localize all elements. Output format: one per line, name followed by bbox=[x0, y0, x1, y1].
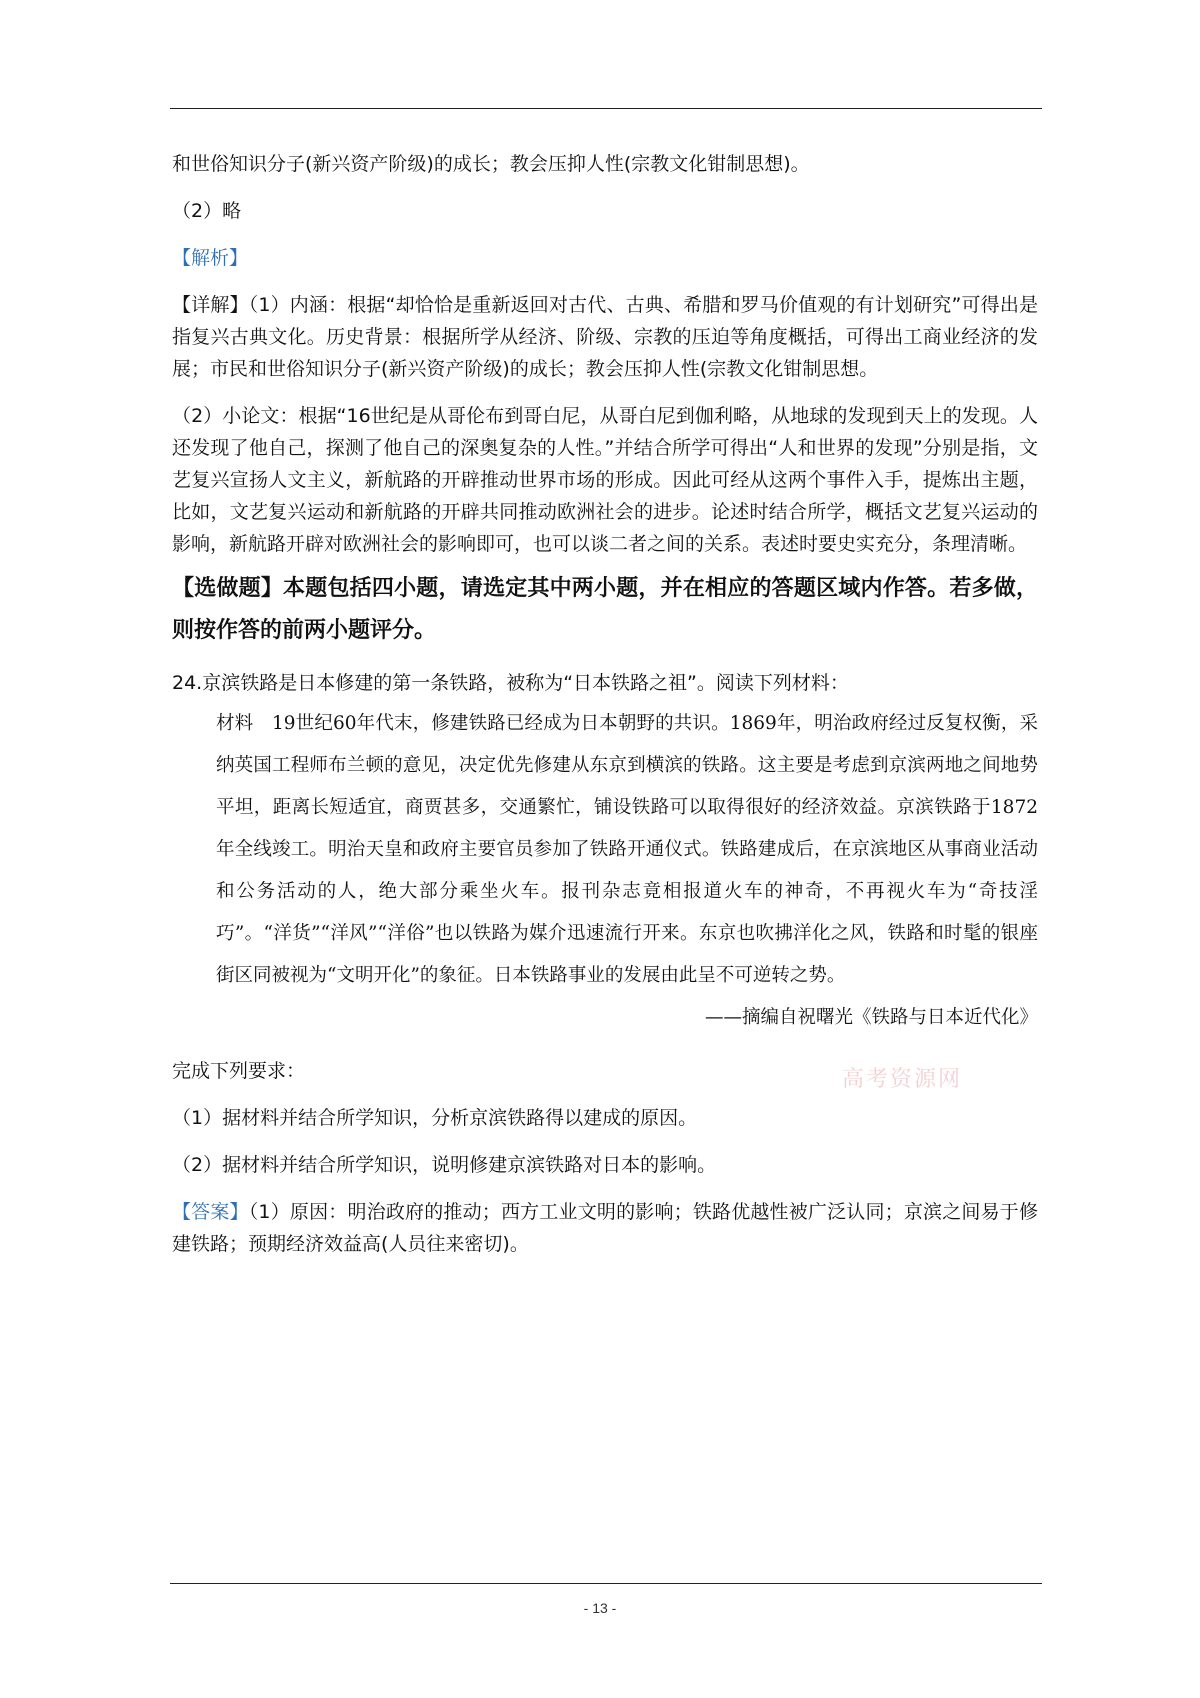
answer-text-1: （1）原因：明治政府的推动；西方工业文明的影响；铁路优越性被广泛认同；京滨之间易于修建铁路；预期经济效益高(人员往来密切)。 bbox=[172, 1201, 1038, 1255]
page-body bbox=[172, 148, 1038, 1260]
page-number: - 13 - bbox=[583, 1600, 617, 1616]
requirement-1: （1）据材料并结合所学知识，分析京滨铁路得以建成的原因。 bbox=[172, 1107, 698, 1129]
material-text: 材料 19世纪60年代末，修建铁路已经成为日本朝野的共识。1869年，明治政府经过反复权衡，采纳英国工程师布兰顿的意见，决定优先修建从东京到横滨的铁路。这主要是考虑到京滨两地之间地势平坦，距离长短适宜，商贾甚多，交通繁忙，铺设铁路可以取得很好的经济效益。京滨铁路于1872年全线竣工。明治天皇和政府主要官员参加了铁路开通仪式。铁路建成后，在京滨地区从事商业活动和公务活动的人，绝大部分乘坐火车。报刊杂志竟相报道火车的神奇，不再视火车为“奇技淫巧”。“洋货”“洋风”“洋俗”也以铁路为媒介迅速流行开来。东京也吹拂洋化之风，铁路和时髦的银座街区同被视为“文明开化”的象征。日本铁路事业的发展由此呈不可逆转之势。 bbox=[216, 713, 1038, 986]
answer-paragraph bbox=[172, 1196, 1038, 1260]
analysis-label: 【解析】 bbox=[172, 247, 249, 269]
answer-label: 【答案】 bbox=[172, 1201, 249, 1223]
requirement-2: （2）据材料并结合所学知识，说明修建京滨铁路对日本的影响。 bbox=[172, 1154, 717, 1176]
material-source: ——摘编自祝曙光《铁路与日本近代化》 bbox=[704, 1007, 1038, 1028]
question-24-stem: 24.京滨铁路是日本修建的第一条铁路，被称为“日本铁路之祖”。阅读下列材料： bbox=[172, 672, 849, 694]
instruction: 完成下列要求： bbox=[172, 1060, 306, 1082]
watermark: 高考资源网 bbox=[842, 1067, 963, 1092]
detail-label: 【详解】 bbox=[172, 294, 249, 316]
analysis-paragraph-2: （2）小论文：根据“16世纪是从哥伦布到哥白尼，从哥白尼到伽利略，从地球的发现到天上的发现。人还发现了他自己，探测了他自己的深奥复杂的人性。”并结合所学可得出“人和世界的发现”分别是指，文艺复兴宣扬人文主义，新航路的开辟推动世界市场的形成。因此可经从这两个事件入手，提炼出主题，比如，文艺复兴运动和新航路的开辟共同推动欧洲社会的进步。论述时结合所学，概括文艺复兴运动的影响，新航路开辟对欧洲社会的影响即可，也可以谈二者之间的关系。表述时要史实充分，条理清晰。 bbox=[172, 405, 1038, 555]
elective-heading: 【选做题】本题包括四小题，请选定其中两小题，并在相应的答题区域内作答。若多做，则按作答的前两小题评分。 bbox=[172, 576, 1038, 643]
analysis-text-1: （1）内涵：根据“却恰恰是重新返回对古代、古典、希腊和罗马价值观的有计划研究”可得出是指复兴古典文化。历史背景：根据所学从经济、阶级、宗教的压迫等角度概括，可得出工商业经济的发展；市民和世俗知识分子(新兴资产阶级)的成长；教会压抑人性(宗教文化钳制思想。 bbox=[172, 294, 1038, 380]
analysis-paragraph-1 bbox=[172, 289, 1038, 385]
footer-rule bbox=[170, 1583, 1042, 1584]
material-block bbox=[172, 703, 1038, 1039]
prev-answer-tail: 和世俗知识分子(新兴资产阶级)的成长；教会压抑人性(宗教文化钳制思想)。 bbox=[172, 153, 810, 175]
analysis-tag bbox=[172, 242, 1038, 274]
header-rule bbox=[170, 108, 1042, 109]
prev-answer-part2: （2）略 bbox=[172, 200, 242, 222]
